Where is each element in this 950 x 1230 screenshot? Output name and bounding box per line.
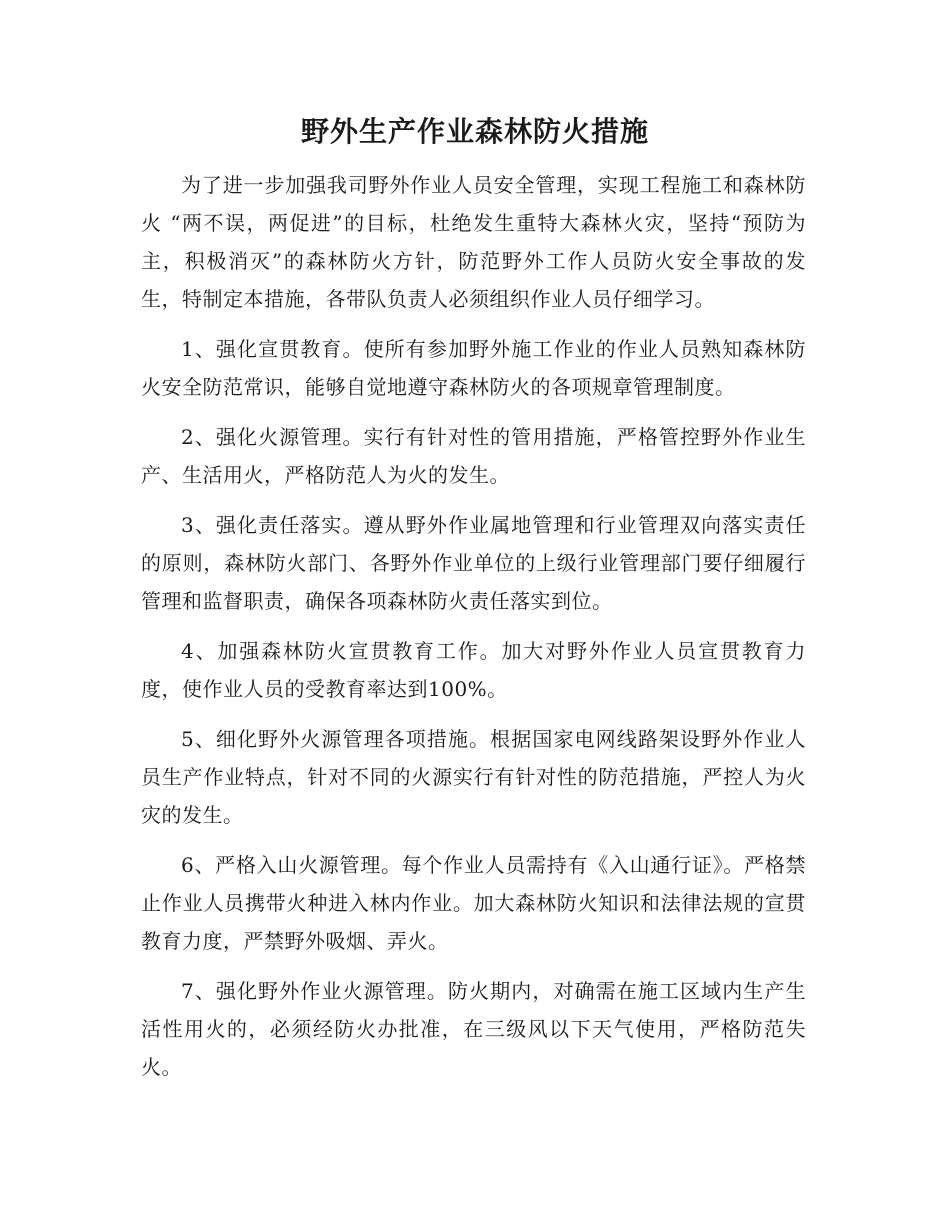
document-body bbox=[141, 166, 806, 1098]
measure-paragraph-3: 3、强化责任落实。遵从野外作业属地管理和行业管理双向落实责任的原则，森林防火部门、各野外作业单位的上级行业管理部门要仔细履行管理和监督职责，确保各项森林防火责任落实到位。 bbox=[141, 513, 806, 613]
measure-paragraph-7: 7、强化野外作业火源管理。防火期内，对确需在施工区域内生产生活性用火的，必须经防火办批准，在三级风以下天气使用，严格防范失火。 bbox=[141, 979, 806, 1079]
measure-paragraph-5: 5、细化野外火源管理各项措施。根据国家电网线路架设野外作业人员生产作业特点，针对不同的火源实行有针对性的防范措施，严控人为火灾的发生。 bbox=[141, 727, 806, 827]
measure-paragraph-1: 1、强化宣贯教育。使所有参加野外施工作业的作业人员熟知森林防火安全防范常识，能够自觉地遵守森林防火的各项规章管理制度。 bbox=[141, 337, 806, 399]
measure-paragraph-2: 2、强化火源管理。实行有针对性的管用措施，严格管控野外作业生产、生活用火，严格防范人为火的发生。 bbox=[141, 425, 806, 487]
measure-paragraph-4: 4、加强森林防火宣贯教育工作。加大对野外作业人员宣贯教育力度，使作业人员的受教育率达到100%。 bbox=[141, 639, 806, 701]
intro-paragraph: 为了进一步加强我司野外作业人员安全管理，实现工程施工和森林防火 “两不误，两促进”的目标，杜绝发生重特大森林火灾，坚持“预防为主，积极消灭”的森林防火方针，防范野外工作人员防火安全事故的发生，特制定本措施，各带队负责人必须组织作业人员仔细学习。 bbox=[141, 173, 806, 311]
document-title: 野外生产作业森林防火措施 bbox=[300, 115, 649, 148]
measure-paragraph-6: 6、严格入山火源管理。每个作业人员需持有《入山通行证》。严格禁止作业人员携带火种进入林内作业。加大森林防火知识和法律法规的宣贯教育力度，严禁野外吸烟、弄火。 bbox=[141, 853, 806, 953]
